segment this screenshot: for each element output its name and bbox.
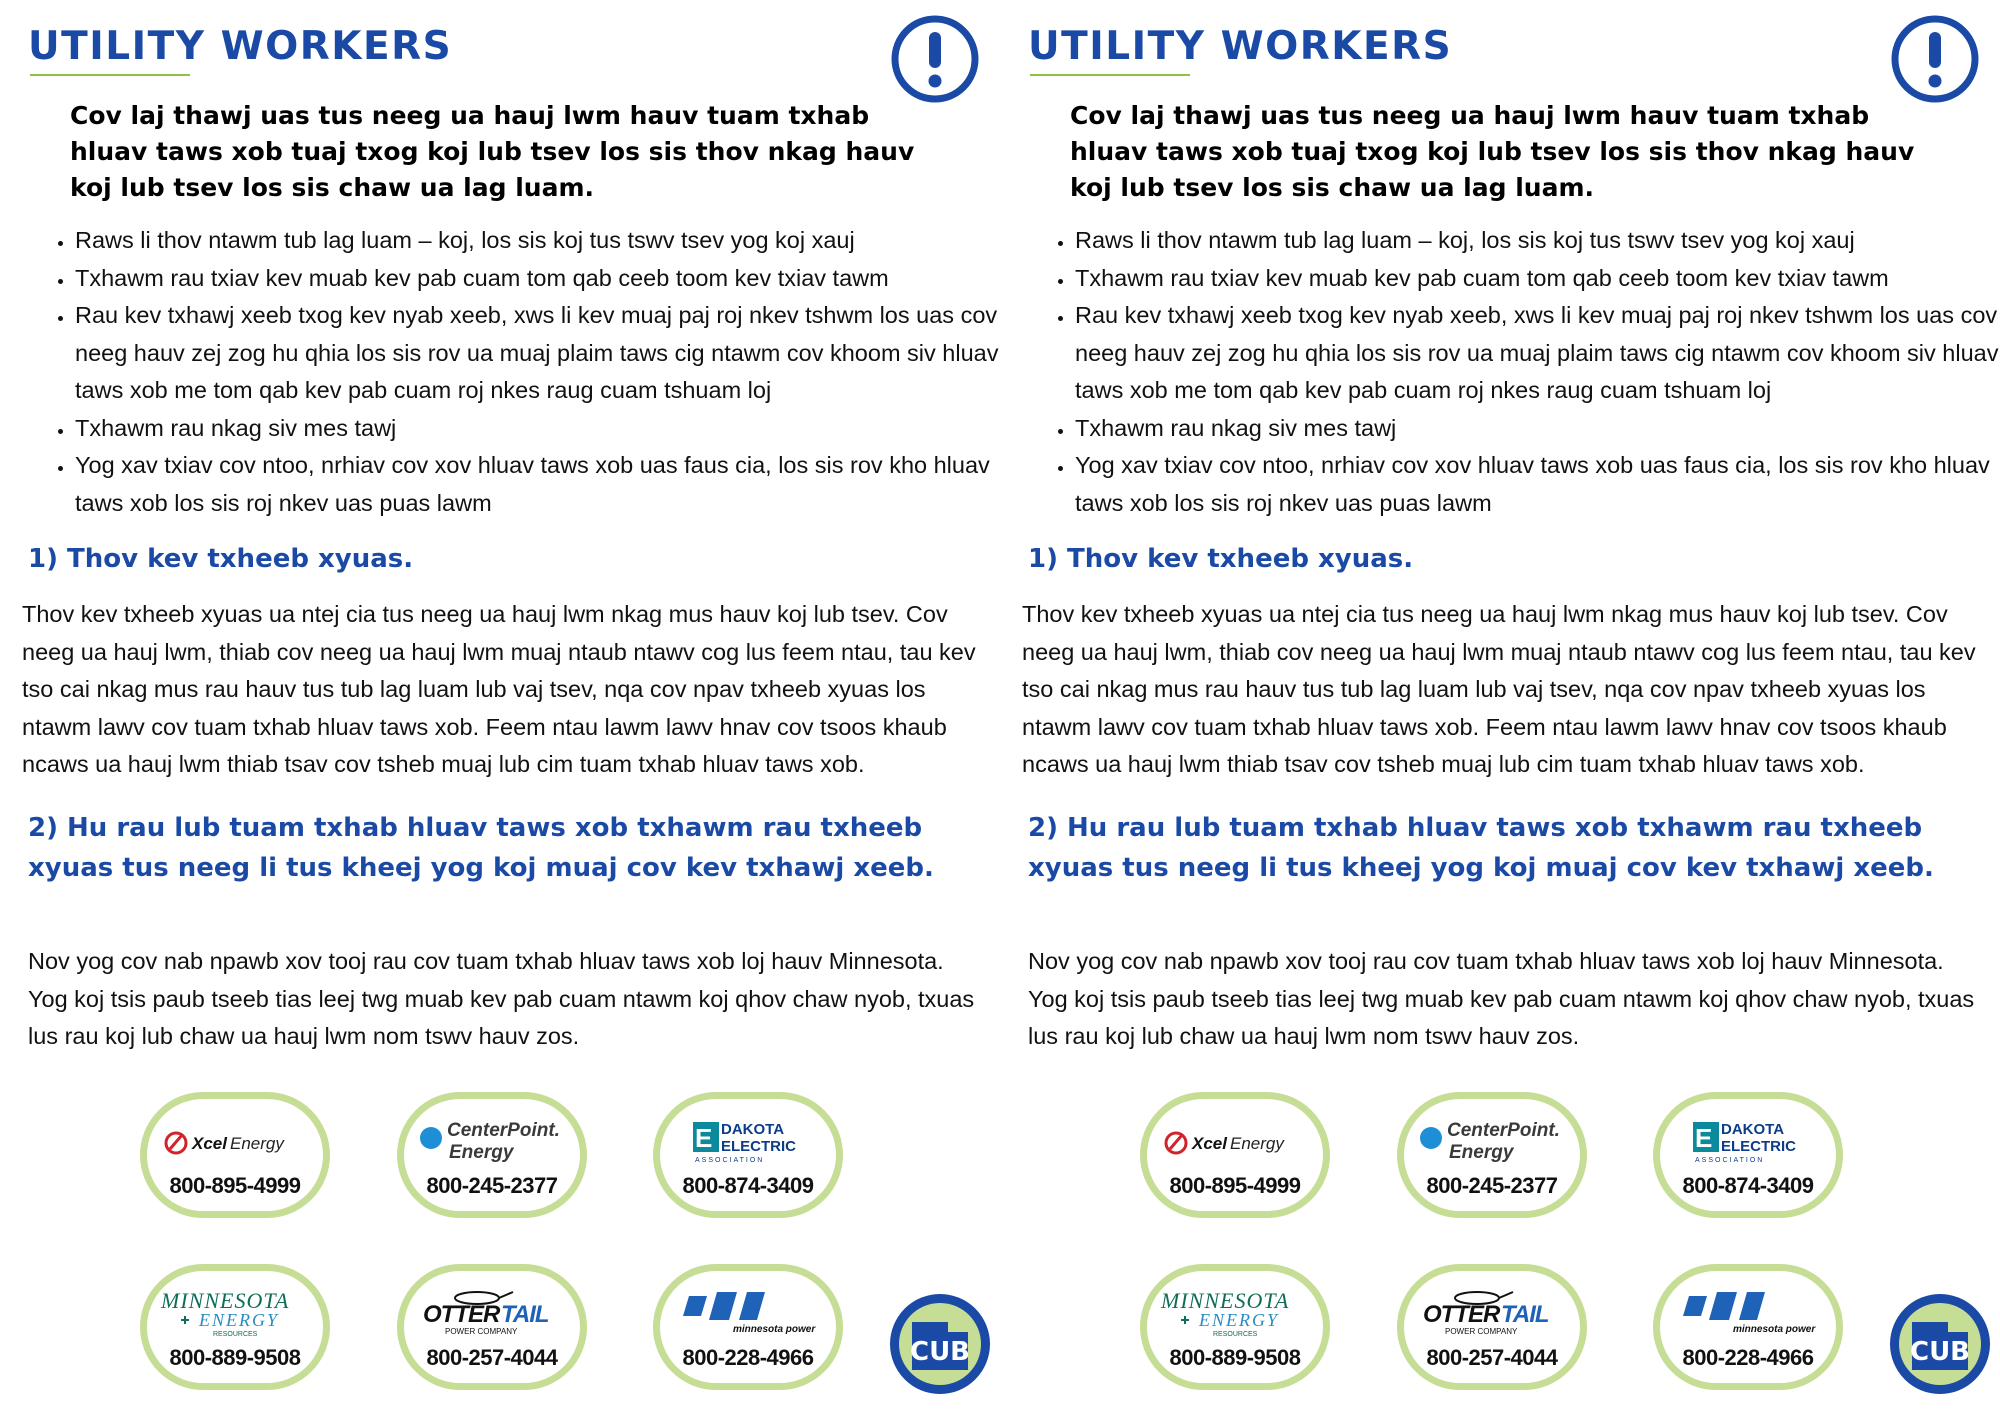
page-title: UTILITY WORKERS bbox=[1028, 24, 1453, 69]
utility-phone: 800-895-4999 bbox=[169, 1173, 301, 1198]
centerpoint-energy-logo bbox=[1404, 1113, 1580, 1169]
svg-text:CUB: CUB bbox=[909, 1337, 971, 1367]
svg-text:OTTER: OTTER bbox=[423, 1301, 500, 1328]
list-item: • Yog xav txiav cov ntoo, nrhiav cov xov hluav taws xob uas faus cia, los sis rov kho hluav taws xob los sis roj nkev uas puas lawm bbox=[1075, 447, 2000, 522]
title-underline bbox=[1030, 74, 1190, 76]
utility-phone: 800-228-4966 bbox=[682, 1345, 814, 1370]
section-1-body: Thov kev txheeb xyuas ua ntej cia tus neeg ua hauj lwm nkag mus hauv koj lub tsev. Cov neeg ua hauj lwm, thiab cov neeg ua hauj lwm muaj ntaub ntawv cog lus feem ntau, tau kev tso cai nkag mus rau hauv tus tub lag luam lub vaj tsev, nqa cov npav txheeb xyuas los ntawm lawv cov tuam txhab hluav taws xob. Feem ntau lawm lawv hnav cov tsoos khaub ncaws ua hauj lwm thiab tsav cov tsheb muaj lub cim tuam txhab hluav taws xob. bbox=[1022, 601, 1976, 777]
page-right bbox=[1000, 0, 2000, 1419]
page-title: UTILITY WORKERS bbox=[28, 24, 453, 69]
cub-logo bbox=[1888, 1292, 1992, 1396]
svg-text:Xcel: Xcel bbox=[1192, 1134, 1227, 1153]
reason-list bbox=[1030, 222, 2000, 522]
utility-phone: 800-245-2377 bbox=[426, 1173, 558, 1198]
svg-text:CUB: CUB bbox=[1909, 1337, 1971, 1367]
svg-text:TAIL: TAIL bbox=[1501, 1301, 1549, 1328]
reason-list bbox=[30, 222, 1000, 522]
xcel-energy-logo bbox=[147, 1113, 323, 1169]
lead-statement: Cov laj thawj uas tus neeg ua hauj lwm hauv tuam txhab hluav taws xob tuaj txog koj lub tsev los sis thov nkag hauv koj lub tsev los sis chaw ua lag luam. bbox=[70, 101, 915, 202]
utility-card-dakota bbox=[653, 1092, 843, 1218]
lead-statement: Cov laj thawj uas tus neeg ua hauj lwm hauv tuam txhab hluav taws xob tuaj txog koj lub tsev los sis thov nkag hauv koj lub tsev los sis chaw ua lag luam. bbox=[1070, 101, 1915, 202]
utility-card-dakota bbox=[1653, 1092, 1843, 1218]
section-2-heading: 2) Hu rau lub tuam txhab hluav taws xob txhawm rau txheeb xyuas tus neeg li tus kheej yog koj muaj cov kev txhawj xeeb. bbox=[1028, 813, 1934, 883]
dakota-electric-logo bbox=[660, 1113, 836, 1169]
svg-text:Energy: Energy bbox=[1449, 1142, 1514, 1163]
svg-text:DAKOTA: DAKOTA bbox=[1721, 1121, 1785, 1138]
svg-text:Energy: Energy bbox=[230, 1134, 284, 1153]
svg-text:E: E bbox=[1695, 1123, 1713, 1153]
utility-card-centerpoint bbox=[1397, 1092, 1587, 1218]
utility-phone: 800-895-4999 bbox=[1169, 1173, 1301, 1198]
section-2-heading: 2) Hu rau lub tuam txhab hluav taws xob txhawm rau txheeb xyuas tus neeg li tus kheej yog koj muaj cov kev txhawj xeeb. bbox=[28, 813, 934, 883]
exclamation-icon bbox=[890, 14, 980, 104]
utility-card-minnesota-energy bbox=[1140, 1264, 1330, 1390]
svg-text:POWER COMPANY: POWER COMPANY bbox=[1445, 1327, 1518, 1336]
list-item: • Txhawm rau txiav kev muab kev pab cuam tom qab ceeb toom kev txiav tawm bbox=[1075, 260, 2000, 298]
svg-text:RESOURCES: RESOURCES bbox=[213, 1331, 258, 1338]
svg-text:TAIL: TAIL bbox=[501, 1301, 549, 1328]
svg-text:ELECTRIC: ELECTRIC bbox=[721, 1138, 796, 1155]
title-underline bbox=[30, 74, 190, 76]
otter-tail-logo bbox=[1404, 1285, 1580, 1341]
list-item: • Yog xav txiav cov ntoo, nrhiav cov xov hluav taws xob uas faus cia, los sis rov kho hluav taws xob los sis roj nkev uas puas lawm bbox=[75, 447, 1000, 522]
svg-text:E: E bbox=[695, 1123, 713, 1153]
dakota-electric-logo bbox=[1660, 1113, 1836, 1169]
svg-text:OTTER: OTTER bbox=[1423, 1301, 1500, 1328]
utility-phone: 800-889-9508 bbox=[1169, 1345, 1301, 1370]
list-item: • Rau kev txhawj xeeb txog kev nyab xeeb, xws li kev muaj paj roj nkev tshwm los uas cov neeg hauv zej zog hu qhia los sis rov ua muaj plaim taws cig ntawm cov khoom siv hluav taws xob me tom qab kev pab cuam roj nkes raug cuam tshuam loj bbox=[75, 297, 1000, 410]
utility-card-minnesota-energy bbox=[140, 1264, 330, 1390]
list-item: • Raws li thov ntawm tub lag luam – koj, los sis koj tus tswv tsev yog koj xauj bbox=[75, 222, 1000, 260]
utility-card-minnesota-power bbox=[653, 1264, 843, 1390]
list-item: • Rau kev txhawj xeeb txog kev nyab xeeb, xws li kev muaj paj roj nkev tshwm los uas cov neeg hauv zej zog hu qhia los sis rov ua muaj plaim taws cig ntawm cov khoom siv hluav taws xob me tom qab kev pab cuam roj nkes raug cuam tshuam loj bbox=[1075, 297, 2000, 410]
svg-text:CenterPoint.: CenterPoint. bbox=[1447, 1120, 1560, 1141]
utility-phone: 800-889-9508 bbox=[169, 1345, 301, 1370]
section-2-body: Nov yog cov nab npawb xov tooj rau cov tuam txhab hluav taws xob loj hauv Minnesota. Yog koj tsis paub tseeb tias leej twg muab kev pab cuam ntawm koj qhov chaw nyob, txuas lus rau koj lub chaw ua hauj lwm nom tswv hauv zos. bbox=[1028, 948, 1975, 1049]
utility-card-centerpoint bbox=[397, 1092, 587, 1218]
svg-text:CenterPoint.: CenterPoint. bbox=[447, 1120, 560, 1141]
utility-phone: 800-245-2377 bbox=[1426, 1173, 1558, 1198]
minnesota-power-logo bbox=[1660, 1285, 1836, 1341]
svg-text:minnesota power: minnesota power bbox=[1733, 1324, 1816, 1335]
minnesota-energy-logo bbox=[1147, 1285, 1323, 1341]
utility-card-otter-tail bbox=[1397, 1264, 1587, 1390]
utility-phone: 800-257-4044 bbox=[426, 1345, 558, 1370]
utility-phone: 800-228-4966 bbox=[1682, 1345, 1814, 1370]
centerpoint-energy-logo bbox=[404, 1113, 580, 1169]
section-2-body: Nov yog cov nab npawb xov tooj rau cov tuam txhab hluav taws xob loj hauv Minnesota. Yog koj tsis paub tseeb tias leej twg muab kev pab cuam ntawm koj qhov chaw nyob, txuas lus rau koj lub chaw ua hauj lwm nom tswv hauv zos. bbox=[28, 948, 975, 1049]
svg-text:ENERGY: ENERGY bbox=[199, 1310, 280, 1330]
section-1-body: Thov kev txheeb xyuas ua ntej cia tus neeg ua hauj lwm nkag mus hauv koj lub tsev. Cov neeg ua hauj lwm, thiab cov neeg ua hauj lwm muaj ntaub ntawv cog lus feem ntau, tau kev tso cai nkag mus rau hauv tus tub lag luam lub vaj tsev, nqa cov npav txheeb xyuas los ntawm lawv cov tuam txhab hluav taws xob. Feem ntau lawm lawv hnav cov tsoos khaub ncaws ua hauj lwm thiab tsav cov tsheb muaj lub cim tuam txhab hluav taws xob. bbox=[22, 601, 976, 777]
svg-text:minnesota power: minnesota power bbox=[733, 1324, 816, 1335]
svg-text:MINNESOTA: MINNESOTA bbox=[161, 1288, 290, 1313]
cub-logo bbox=[888, 1292, 992, 1396]
list-item: • Txhawm rau txiav kev muab kev pab cuam tom qab ceeb toom kev txiav tawm bbox=[75, 260, 1000, 298]
svg-text:RESOURCES: RESOURCES bbox=[1213, 1331, 1258, 1338]
svg-text:ASSOCIATION: ASSOCIATION bbox=[695, 1157, 765, 1164]
list-item: • Txhawm rau nkag siv mes tawj bbox=[1075, 410, 2000, 448]
svg-text:ENERGY: ENERGY bbox=[1199, 1310, 1280, 1330]
utility-phone: 800-257-4044 bbox=[1426, 1345, 1558, 1370]
svg-text:Xcel: Xcel bbox=[192, 1134, 227, 1153]
minnesota-power-logo bbox=[660, 1285, 836, 1341]
list-item: • Txhawm rau nkag siv mes tawj bbox=[75, 410, 1000, 448]
utility-card-xcel bbox=[140, 1092, 330, 1218]
svg-text:Energy: Energy bbox=[1230, 1134, 1284, 1153]
svg-text:ASSOCIATION: ASSOCIATION bbox=[1695, 1157, 1765, 1164]
list-item: • Raws li thov ntawm tub lag luam – koj, los sis koj tus tswv tsev yog koj xauj bbox=[1075, 222, 2000, 260]
xcel-energy-logo bbox=[1147, 1113, 1323, 1169]
utility-phone: 800-874-3409 bbox=[1682, 1173, 1814, 1198]
exclamation-icon bbox=[1890, 14, 1980, 104]
otter-tail-logo bbox=[404, 1285, 580, 1341]
section-1-heading: 1) Thov kev txheeb xyuas. bbox=[1028, 544, 1414, 574]
svg-text:DAKOTA: DAKOTA bbox=[721, 1121, 785, 1138]
section-1-heading: 1) Thov kev txheeb xyuas. bbox=[28, 544, 414, 574]
utility-phone: 800-874-3409 bbox=[682, 1173, 814, 1198]
minnesota-energy-logo bbox=[147, 1285, 323, 1341]
svg-text:Energy: Energy bbox=[449, 1142, 514, 1163]
utility-card-xcel bbox=[1140, 1092, 1330, 1218]
svg-text:POWER COMPANY: POWER COMPANY bbox=[445, 1327, 518, 1336]
svg-text:ELECTRIC: ELECTRIC bbox=[1721, 1138, 1796, 1155]
utility-card-otter-tail bbox=[397, 1264, 587, 1390]
svg-text:MINNESOTA: MINNESOTA bbox=[1161, 1288, 1290, 1313]
utility-card-minnesota-power bbox=[1653, 1264, 1843, 1390]
